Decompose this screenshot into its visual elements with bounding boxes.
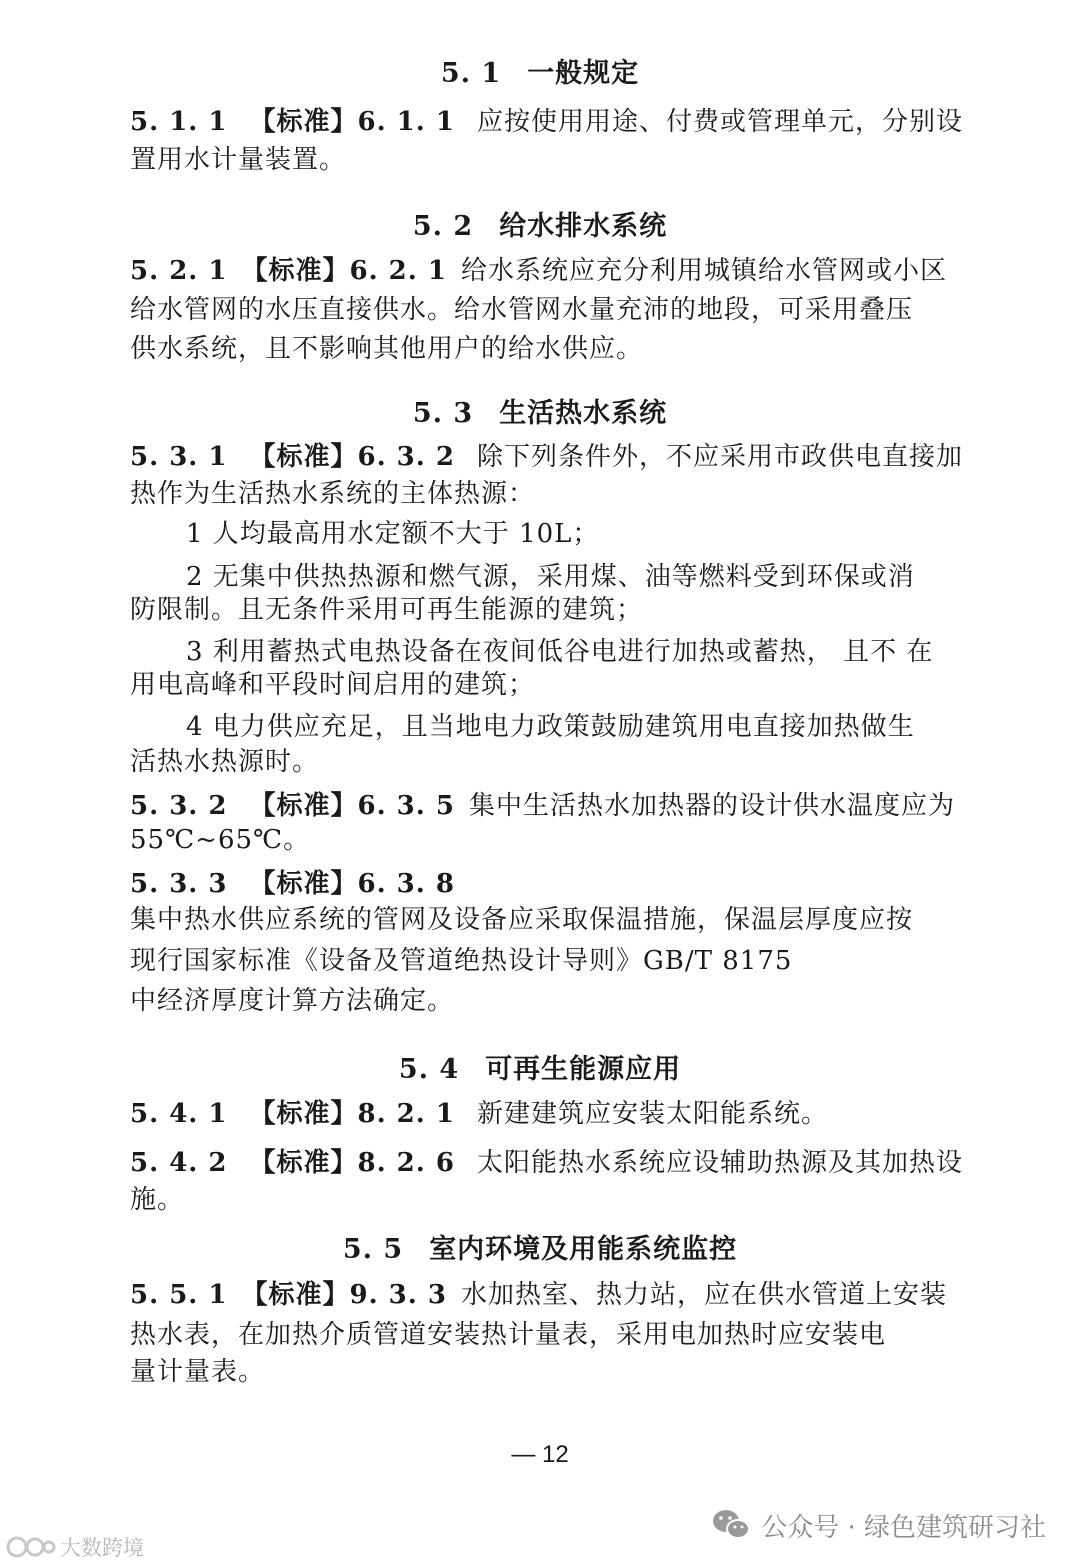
clause-5-4-2-line-1: 5. 4. 2 【标准】8. 2. 6 太阳能热水系统应设辅助热源及其加热设: [130, 1148, 963, 1178]
clause-5-4-1-line-1: 5. 4. 1 【标准】8. 2. 1 新建建筑应安装太阳能系统。: [130, 1099, 828, 1129]
clause-5-1-1-line-2: 置用水计量装置。: [130, 145, 347, 175]
clause-5-3-1-line-1: 5. 3. 1 【标准】6. 3. 2 除下列条件外，不应采用市政供电直接加: [130, 442, 963, 472]
list-item-3-line-1: 3 利用蓄热式电热设备在夜间低谷电进行加热或蓄热， 且不 在: [186, 637, 934, 667]
clause-5-3-2-line-1: 5. 3. 2 【标准】6. 3. 5 集中生活热水加热器的设计供水温度应为: [130, 791, 955, 821]
list-item-3-line-2: 用电高峰和平段时间启用的建筑；: [130, 670, 536, 700]
clause-5-5-1-line-1: 5. 5. 1 【标准】9. 3. 3 水加热室、热力站，应在供水管道上安装: [130, 1280, 947, 1310]
list-item-4-line-2: 活热水热源时。: [130, 747, 320, 777]
list-item-2-line-2: 防限制。且无条件采用可再生能源的建筑；: [130, 595, 644, 625]
clause-5-3-2-line-2: 55℃~65℃。: [130, 825, 311, 855]
section-heading-5-5: 5. 5 室内环境及用能系统监控: [342, 1234, 738, 1265]
clause-5-1-1-line-1: 5. 1. 1 【标准】6. 1. 1 应按使用用途、付费或管理单元，分别设: [130, 107, 963, 137]
list-item-2-line-1: 2 无集中供热热源和燃气源，采用煤、油等燃料受到环保或消: [186, 562, 915, 592]
section-heading-5-4: 5. 4 可再生能源应用: [398, 1054, 682, 1085]
section-heading-5-3: 5. 3 生活热水系统: [412, 398, 668, 429]
section-heading-5-2: 5. 2 给水排水系统: [412, 211, 668, 242]
list-item-1: 1 人均最高用水定额不大于 10L；: [186, 519, 600, 549]
clause-5-3-3-line-1: 5. 3. 3 【标准】6. 3. 8: [130, 869, 455, 899]
clause-5-3-3-line-4: 中经济厚度计算方法确定。: [130, 986, 455, 1016]
watermark-brand: [4, 1532, 144, 1562]
brand-logo-icon: [4, 1534, 56, 1560]
clause-5-2-1-line-1: 5. 2. 1 【标准】6. 2. 1 给水系统应充分利用城镇给水管网或小区: [130, 256, 947, 286]
section-heading-5-1: 5. 1 一般规定: [440, 58, 640, 89]
brand-text: 大数跨境: [60, 1536, 144, 1560]
clause-5-4-2-line-2: 施。: [130, 1185, 185, 1215]
clause-5-5-1-line-2: 热水表，在加热介质管道安装热计量表，采用电加热时应安装电: [130, 1320, 887, 1350]
clause-5-2-1-line-2: 给水管网的水压直接供水。给水管网水量充沛的地段，可采用叠压: [130, 295, 914, 325]
wechat-icon: [711, 1508, 751, 1542]
clause-5-3-1-line-2: 热作为生活热水系统的主体热源：: [130, 479, 536, 509]
watermark-wechat: [711, 1505, 1046, 1545]
watermark-text: 公众号 · 绿色建筑研习社: [761, 1512, 1046, 1543]
clause-5-5-1-line-3: 量计量表。: [130, 1357, 266, 1387]
clause-5-3-3-line-3: 现行国家标准《设备及管道绝热设计导则》GB/T 8175: [130, 946, 793, 976]
clause-5-3-3-line-2: 集中热水供应系统的管网及设备应采取保温措施，保温层厚度应按: [130, 905, 914, 935]
clause-5-2-1-line-3: 供水系统，且不影响其他用户的给水供应。: [130, 334, 644, 364]
page-number: — 12: [511, 1441, 569, 1468]
list-item-4-line-1: 4 电力供应充足，且当地电力政策鼓励建筑用电直接加热做生: [186, 712, 915, 742]
